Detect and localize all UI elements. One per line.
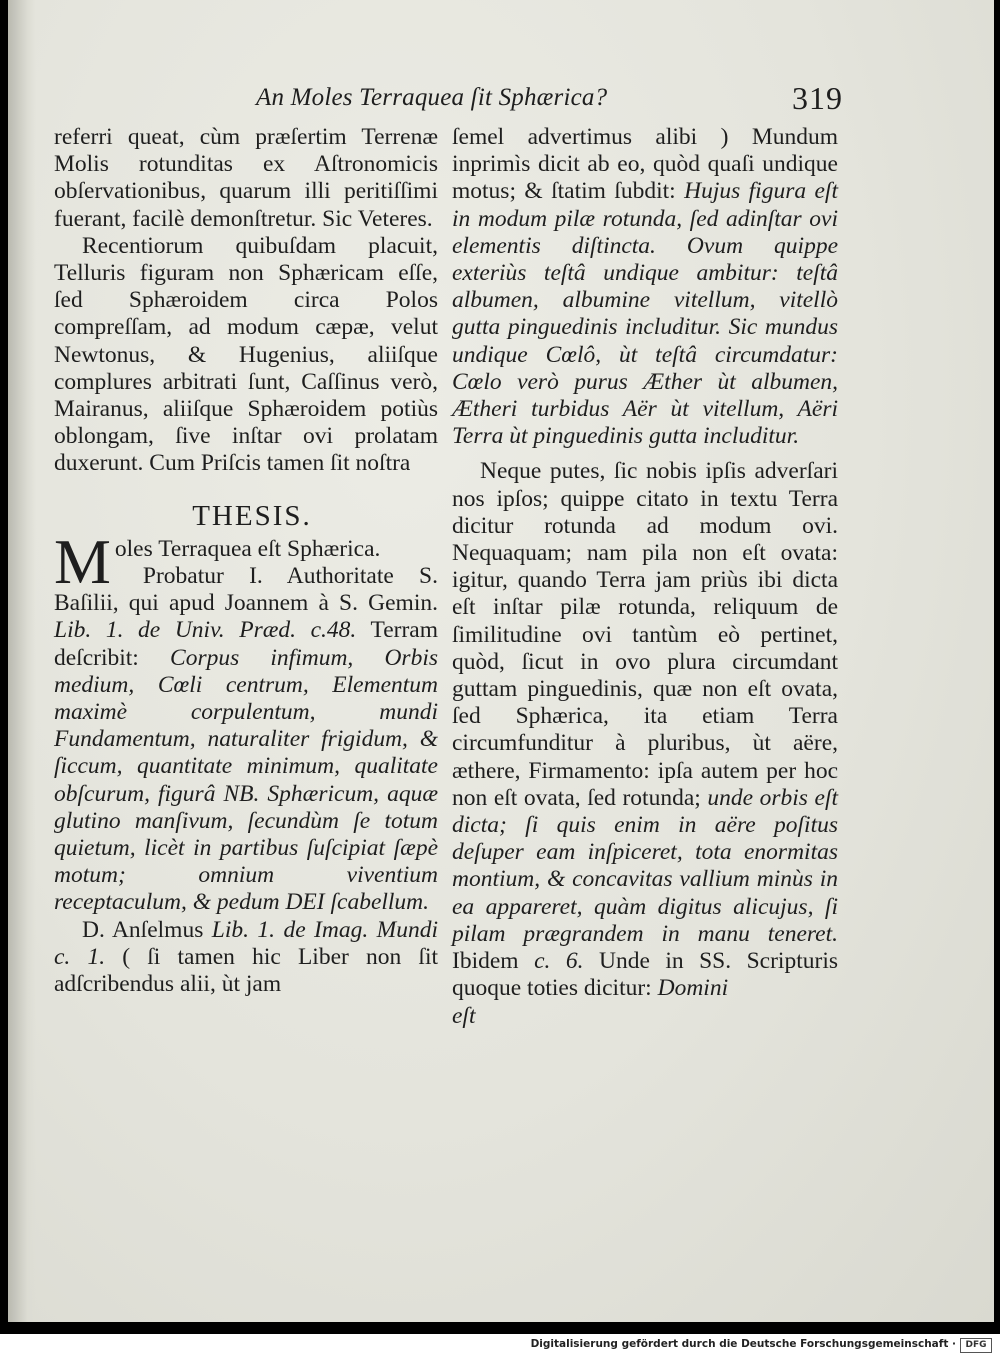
anselm-citation: Lib. 1. de Imag. Mundi c. 1.: [54, 916, 439, 970]
proof-citation: Lib. 1. de Univ. Præd. c.48.: [54, 617, 357, 644]
ibidem-label: Ibidem: [452, 948, 519, 975]
thesis-dropcap: M: [54, 525, 111, 597]
proof-paragraph: [54, 563, 438, 917]
page-number: 319: [792, 80, 843, 116]
anselm-text: ( ſi tamen hic Liber non ſit adſcribendus alii, ùt jam: [54, 943, 439, 998]
book-page: [8, 0, 994, 1322]
proof-quote: Corpus infimum, Orbis medium, Cœli centrum, Elementum maximè corpulentum, mundi Fundamentum, naturaliter frigidum, & ſiccum, quantitate minimum, qualitate obſcurum, figurâ NB. Sphæricum, aquæ glutino manſivum, ſecundùm ſe totum quietum, licèt in partibus ſuſcipiat ſæpè motum; omnium viventium receptaculum, & pedum DEI ſcabellum.: [54, 644, 438, 916]
right-column: [452, 124, 838, 1030]
continuation-paragraph-right: [452, 124, 838, 450]
reply-paragraph: [452, 458, 838, 1002]
thesis-statement-text: oles Terraquea eſt Sphærica.: [114, 535, 381, 562]
proof-verb: Terram deſcribit:: [54, 617, 438, 671]
continuation-text: ſemel advertimus alibi ) Mundum inprimìs dicit ab eo, quòd quaſi undique motus; & ſtatim ſubdit:: [452, 124, 838, 205]
continuation-quote: Hujus figura eſt in modum pilæ rotunda, ſed adinſtar ovi elementis diſtincta. Ovum quippe exteriùs teſtâ undique ambitur: teſtâ albumen, albumine vitellum, vitellò gutta pinguedinis includitur. Sic mundus undique Cœlô, ùt teſtâ circumdatur: Cœlo verò purus Æther ùt albumen, Ætheri turbidus Aër ùt vitellum, Aëri Terra ùt pinguedinis gutta includitur.: [452, 178, 838, 450]
reply-text: Neque putes, ſic nobis ipſis adverſari nos ipſos; quippe citato in textu Terra dicitur rotunda ad modum ovi. Nequaquam; nam pila non eſt ovata: igitur, quando Terra jam priùs ibi dicta eſt inſtar pilæ rotunda, reliquum de ſimilitudine ovi tantùm eò pertinet, quòd, ſicut in ovo plura circumdant guttam pinguedinis, quæ non eſt ovata, ſed Sphærica, ita etiam Terra circumfunditur à pluribus, ùt aëre, æthere, Firmamento: ipſa autem per hoc non eſt ovata, ſed rotunda;: [452, 458, 838, 811]
running-title: An Moles Terraquea ſit Sphærica?: [256, 84, 608, 111]
left-column: [54, 124, 438, 998]
reply-quote: unde orbis eſt dicta; ſi quis enim in aëre poſitus deſuper eam inſpiceret, tota enormitas montium, & concavitas vallium minùs in ea appareret, quàm digitus alicujus, ſi pilam prægrandem in manu teneret.: [452, 784, 838, 947]
catchword: eſt: [452, 1002, 476, 1029]
proof-intro: Probatur I. Authoritate S. Baſilii, qui apud Joannem à S. Gemin.: [54, 563, 438, 617]
footer-bar: [0, 1334, 1000, 1356]
ibidem-quote: Domini: [657, 975, 729, 1002]
ibidem-text: Unde in SS. Scripturis quoque toties dicitur:: [452, 948, 838, 1002]
paragraph-recent-opinions: Recentiorum quibuſdam placuit, Telluris figuram non Sphæricam eſſe, ſed Sphæroidem circa Polos compreſſam, ad modum cæpæ, velut Newtonus, & Hugenius, aliiſque complures arbitrati ſunt, Caſſinus verò, Mairanus, aliiſque Sphæroidem potiùs oblongam, ſive inſtar ovi prolatam duxerunt. Cum Priſcis tamen ſit noſtra: [54, 232, 438, 477]
thesis-heading: THESIS.: [192, 499, 312, 532]
page-gutter-shadow: [8, 0, 36, 1322]
funding-credit: Digitalisierung gefördert durch die Deutsche Forschungsgemeinschaft ·: [530, 1338, 956, 1350]
ibidem-citation: c. 6.: [534, 948, 584, 975]
anselm-paragraph: [54, 917, 438, 999]
anselm-name: D. Anſelmus: [82, 916, 204, 943]
continuation-paragraph: referri queat, cùm præſertim Terrenæ Molis rotunditas ex Aſtronomicis obſervationibus, quarum illi peritiſſimi fuerant, facilè demonſtretur. Sic Veteres.: [54, 124, 438, 232]
dfg-logo-icon: DFG: [960, 1338, 992, 1353]
